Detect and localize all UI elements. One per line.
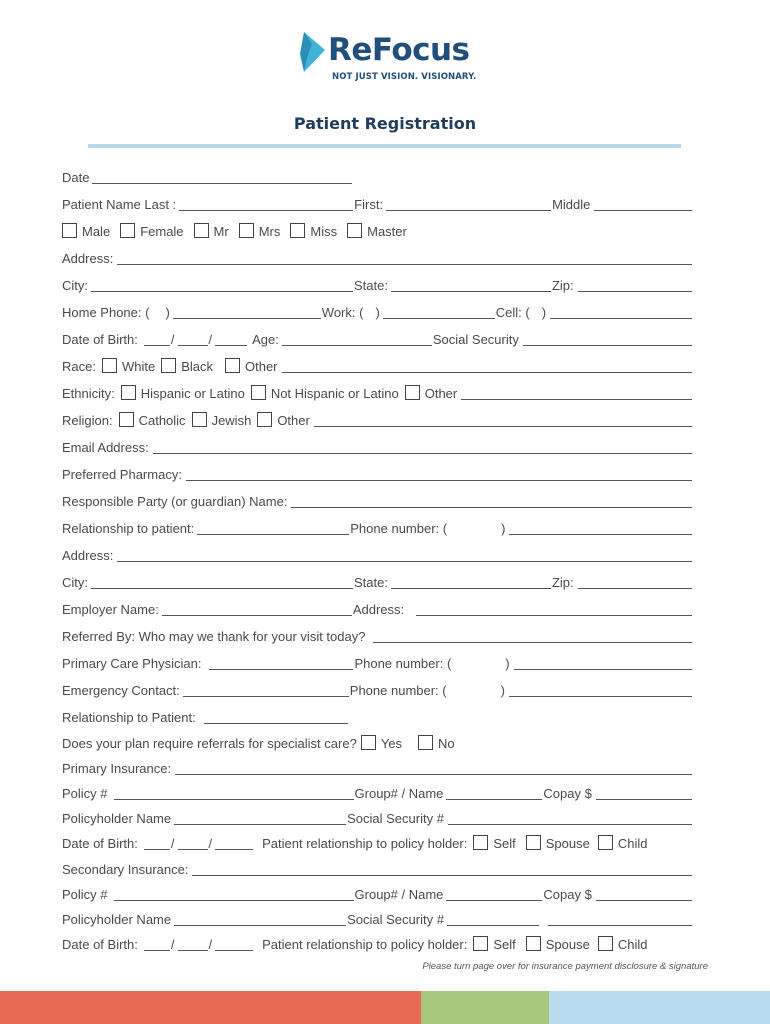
master-checkbox[interactable] <box>347 223 362 238</box>
primary-ins-row <box>62 757 692 777</box>
relationship2-field[interactable] <box>204 711 348 724</box>
home-phone-label: Home Phone: ( <box>62 305 150 320</box>
city-field[interactable] <box>91 279 353 292</box>
emergency-phone-field[interactable] <box>509 684 692 697</box>
ethnicity-other-label: Other <box>424 386 458 401</box>
ss2-label: Social Security # <box>347 912 444 927</box>
policy-label: Policy # <box>62 786 108 801</box>
rp-address-row <box>62 544 692 564</box>
zip-label: Zip: <box>551 278 574 293</box>
address-row <box>62 247 692 267</box>
responsible-row <box>62 490 692 510</box>
state-label: State: <box>354 278 388 293</box>
gender-title-row <box>62 220 692 240</box>
not-hispanic-checkbox[interactable] <box>251 385 266 400</box>
zip-field[interactable] <box>578 279 692 292</box>
ins2-dob-label: Date of Birth: <box>62 937 138 952</box>
employer-label: Employer Name: <box>62 602 159 617</box>
pharmacy-field[interactable] <box>186 468 692 481</box>
secondary-ins-field[interactable] <box>192 863 692 876</box>
rp-city-label: City: <box>62 575 88 590</box>
rp-zip-label: Zip: <box>551 575 574 590</box>
referral-question: Does your plan require referrals for specialist care? <box>62 736 357 751</box>
ssn-field[interactable] <box>523 333 692 346</box>
ssn-label: Social Security <box>432 332 519 347</box>
middle-name-field[interactable] <box>594 198 692 211</box>
secondary-holder-row <box>62 908 692 928</box>
employer-row <box>62 598 692 618</box>
date-field[interactable] <box>92 171 352 184</box>
emergency-row <box>62 679 692 699</box>
title-divider <box>88 144 681 148</box>
address-label: Address: <box>62 251 114 266</box>
logo-wordmark: ReFocus <box>328 32 470 68</box>
relationship-field[interactable] <box>197 522 349 535</box>
home-phone-field[interactable] <box>173 306 321 319</box>
white-label: White <box>121 359 156 374</box>
rp-state-label: State: <box>354 575 388 590</box>
footer-bar-green <box>421 991 549 1024</box>
rp-address-label: Address: <box>62 548 114 563</box>
cell-phone-label: Cell: ( <box>495 305 530 320</box>
female-label: Female <box>140 224 184 239</box>
employer-address-label: Address: <box>352 602 405 617</box>
policyholder2-field[interactable] <box>174 913 346 926</box>
primary-policy-row <box>62 782 692 802</box>
middle-name-label: Middle <box>552 197 591 212</box>
jewish-label: Jewish <box>211 413 252 428</box>
ss2-field-a[interactable] <box>447 913 539 926</box>
group2-label: Group# / Name <box>354 887 444 902</box>
religion-other-field[interactable] <box>314 414 692 427</box>
pcp-phone-paren: ) <box>505 656 510 671</box>
race-label: Race: <box>62 359 96 374</box>
dob-slash: / <box>170 332 175 347</box>
rp-city-row <box>62 571 692 591</box>
master-label: Master <box>367 224 407 239</box>
rp-city-field[interactable] <box>91 576 353 589</box>
rp-zip-field[interactable] <box>578 576 692 589</box>
ss-label: Social Security # <box>347 811 444 826</box>
rp-phone-paren: ) <box>501 521 506 536</box>
religion-other-checkbox[interactable] <box>257 412 272 427</box>
rp-phone-label: Phone number: ( <box>350 521 448 536</box>
catholic-checkbox[interactable] <box>119 412 134 427</box>
last-name-label: Patient Name Last : <box>62 197 177 212</box>
cell-phone-paren: ) <box>541 305 547 320</box>
self2-label: Self <box>493 937 516 952</box>
ethnicity-label: Ethnicity: <box>62 386 115 401</box>
religion-label: Religion: <box>62 413 113 428</box>
policy2-label: Policy # <box>62 887 108 902</box>
responsible-label: Responsible Party (or guardian) Name: <box>62 494 288 509</box>
name-row <box>62 193 692 213</box>
mrs-label: Mrs <box>258 224 281 239</box>
dob-day-field[interactable] <box>178 333 208 346</box>
policy-field[interactable] <box>114 787 354 800</box>
pcp-phone-field[interactable] <box>514 657 692 670</box>
state-field[interactable] <box>391 279 551 292</box>
relationship-label: Relationship to patient: <box>62 521 195 536</box>
dob-label: Date of Birth: <box>62 332 138 347</box>
self2-checkbox[interactable] <box>473 936 488 951</box>
logo-chevron-icon <box>300 30 328 74</box>
refocus-logo <box>300 30 480 85</box>
page-title: Patient Registration <box>293 114 477 133</box>
child-checkbox[interactable] <box>598 835 613 850</box>
policyholder-label: Policyholder Name <box>62 811 172 826</box>
child-label: Child <box>617 836 648 851</box>
spouse2-checkbox[interactable] <box>526 936 541 951</box>
relationship-row <box>62 517 692 537</box>
referred-field[interactable] <box>373 630 692 643</box>
secondary-policy-row <box>62 883 692 903</box>
emergency-phone-paren: ) <box>500 683 505 698</box>
logo-tagline: NOT JUST VISION. VISIONARY. <box>332 72 477 82</box>
relationship2-label: Relationship to Patient: <box>62 710 196 725</box>
work-phone-label: Work: ( <box>321 305 364 320</box>
holder-rel2-label: Patient relationship to policy holder: <box>262 937 468 952</box>
ethnicity-other-checkbox[interactable] <box>405 385 420 400</box>
ins2-dob-day-field[interactable] <box>178 938 208 951</box>
ethnicity-other-field[interactable] <box>461 387 692 400</box>
referral-yes-label: Yes <box>380 736 403 751</box>
rp-state-field[interactable] <box>391 576 551 589</box>
copay-label: Copay $ <box>543 786 592 801</box>
self-checkbox[interactable] <box>473 835 488 850</box>
male-checkbox[interactable] <box>62 223 77 238</box>
address-field[interactable] <box>117 252 692 265</box>
race-other-checkbox[interactable] <box>225 358 240 373</box>
rp-address-field[interactable] <box>117 549 692 562</box>
white-checkbox[interactable] <box>102 358 117 373</box>
copay2-field[interactable] <box>596 888 692 901</box>
dob-slash: / <box>208 332 213 347</box>
not-hispanic-label: Not Hispanic or Latino <box>270 386 399 401</box>
age-label: Age: <box>252 332 279 347</box>
ins-dob-label: Date of Birth: <box>62 836 138 851</box>
turn-page-note: Please turn page over for insurance payment disclosure & signature <box>422 961 708 972</box>
age-field[interactable] <box>282 333 432 346</box>
catholic-label: Catholic <box>138 413 186 428</box>
hispanic-checkbox[interactable] <box>121 385 136 400</box>
group2-field[interactable] <box>446 888 542 901</box>
primary-holder-row <box>62 807 692 827</box>
first-name-label: First: <box>354 197 384 212</box>
mrs-checkbox[interactable] <box>239 223 254 238</box>
dob-year-field[interactable] <box>215 333 247 346</box>
pcp-field[interactable] <box>209 657 353 670</box>
copay-field[interactable] <box>596 787 692 800</box>
child2-label: Child <box>617 937 648 952</box>
responsible-field[interactable] <box>291 495 692 508</box>
pharmacy-label: Preferred Pharmacy: <box>62 467 182 482</box>
group-label: Group# / Name <box>354 786 444 801</box>
dob-slash: / <box>170 937 175 952</box>
email-row <box>62 436 692 456</box>
primary-ins-field[interactable] <box>175 762 692 775</box>
female-checkbox[interactable] <box>120 223 135 238</box>
secondary-dob-row <box>62 933 692 953</box>
dob-slash: / <box>208 937 213 952</box>
pcp-row <box>62 652 692 672</box>
referral-no-label: No <box>438 736 455 751</box>
race-other-field[interactable] <box>282 360 692 373</box>
religion-row <box>62 409 692 429</box>
employer-field[interactable] <box>162 603 352 616</box>
child2-checkbox[interactable] <box>598 936 613 951</box>
self-label: Self <box>493 836 516 851</box>
spouse-label: Spouse <box>545 836 590 851</box>
referral-yes-checkbox[interactable] <box>361 735 376 750</box>
jewish-checkbox[interactable] <box>192 412 207 427</box>
relationship2-row <box>62 706 692 726</box>
footer-bar-coral <box>0 991 421 1024</box>
ins-dob-day-field[interactable] <box>178 837 208 850</box>
city-label: City: <box>62 278 88 293</box>
pcp-phone-label: Phone number: ( <box>354 656 452 671</box>
emergency-phone-label: Phone number: ( <box>349 683 447 698</box>
ins-dob-year-field[interactable] <box>215 837 253 850</box>
ss2-field-b[interactable] <box>548 913 692 926</box>
group-field[interactable] <box>446 787 542 800</box>
date-row <box>62 166 692 186</box>
email-label: Email Address: <box>62 440 149 455</box>
holder-rel-label: Patient relationship to policy holder: <box>262 836 468 851</box>
cell-phone-field[interactable] <box>550 306 692 319</box>
referral-row <box>62 732 692 752</box>
policy2-field[interactable] <box>114 888 354 901</box>
pharmacy-row <box>62 463 692 483</box>
primary-ins-label: Primary Insurance: <box>62 761 172 776</box>
primary-dob-row <box>62 832 692 852</box>
black-label: Black <box>181 359 213 374</box>
mr-label: Mr <box>213 224 229 239</box>
rp-phone-field[interactable] <box>509 522 692 535</box>
referred-label: Referred By: Who may we thank for your visit today? <box>62 629 366 644</box>
ethnicity-row <box>62 382 692 402</box>
first-name-field[interactable] <box>386 198 551 211</box>
footer-bar-blue <box>549 991 770 1024</box>
dob-slash: / <box>208 836 213 851</box>
work-phone-field[interactable] <box>383 306 495 319</box>
employer-address-field[interactable] <box>416 603 692 616</box>
religion-other-label: Other <box>277 413 310 428</box>
spouse2-label: Spouse <box>545 937 590 952</box>
black-checkbox[interactable] <box>161 358 176 373</box>
ins2-dob-month-field[interactable] <box>144 938 170 951</box>
referred-row <box>62 625 692 645</box>
phones-row <box>62 301 692 321</box>
male-label: Male <box>82 224 111 239</box>
miss-label: Miss <box>310 224 338 239</box>
secondary-ins-row <box>62 858 692 878</box>
hispanic-label: Hispanic or Latino <box>140 386 245 401</box>
city-row <box>62 274 692 294</box>
dob-row <box>62 328 692 348</box>
emergency-field[interactable] <box>183 684 349 697</box>
ss-field[interactable] <box>448 812 692 825</box>
emergency-label: Emergency Contact: <box>62 683 180 698</box>
miss-checkbox[interactable] <box>290 223 305 238</box>
dob-slash: / <box>170 836 175 851</box>
work-phone-paren: ) <box>375 305 380 320</box>
ins2-dob-year-field[interactable] <box>215 938 253 951</box>
copay2-label: Copay $ <box>543 887 592 902</box>
race-row <box>62 355 692 375</box>
referral-no-checkbox[interactable] <box>418 735 433 750</box>
mr-checkbox[interactable] <box>194 223 209 238</box>
spouse-checkbox[interactable] <box>526 835 541 850</box>
date-label: Date <box>62 170 90 185</box>
home-phone-paren: ) <box>165 305 170 320</box>
race-other-label: Other <box>245 359 278 374</box>
policyholder-field[interactable] <box>174 812 346 825</box>
email-field[interactable] <box>153 441 692 454</box>
policyholder2-label: Policyholder Name <box>62 912 172 927</box>
ins-dob-month-field[interactable] <box>144 837 170 850</box>
dob-month-field[interactable] <box>144 333 170 346</box>
secondary-ins-label: Secondary Insurance: <box>62 862 189 877</box>
pcp-label: Primary Care Physician: <box>62 656 202 671</box>
last-name-field[interactable] <box>179 198 353 211</box>
